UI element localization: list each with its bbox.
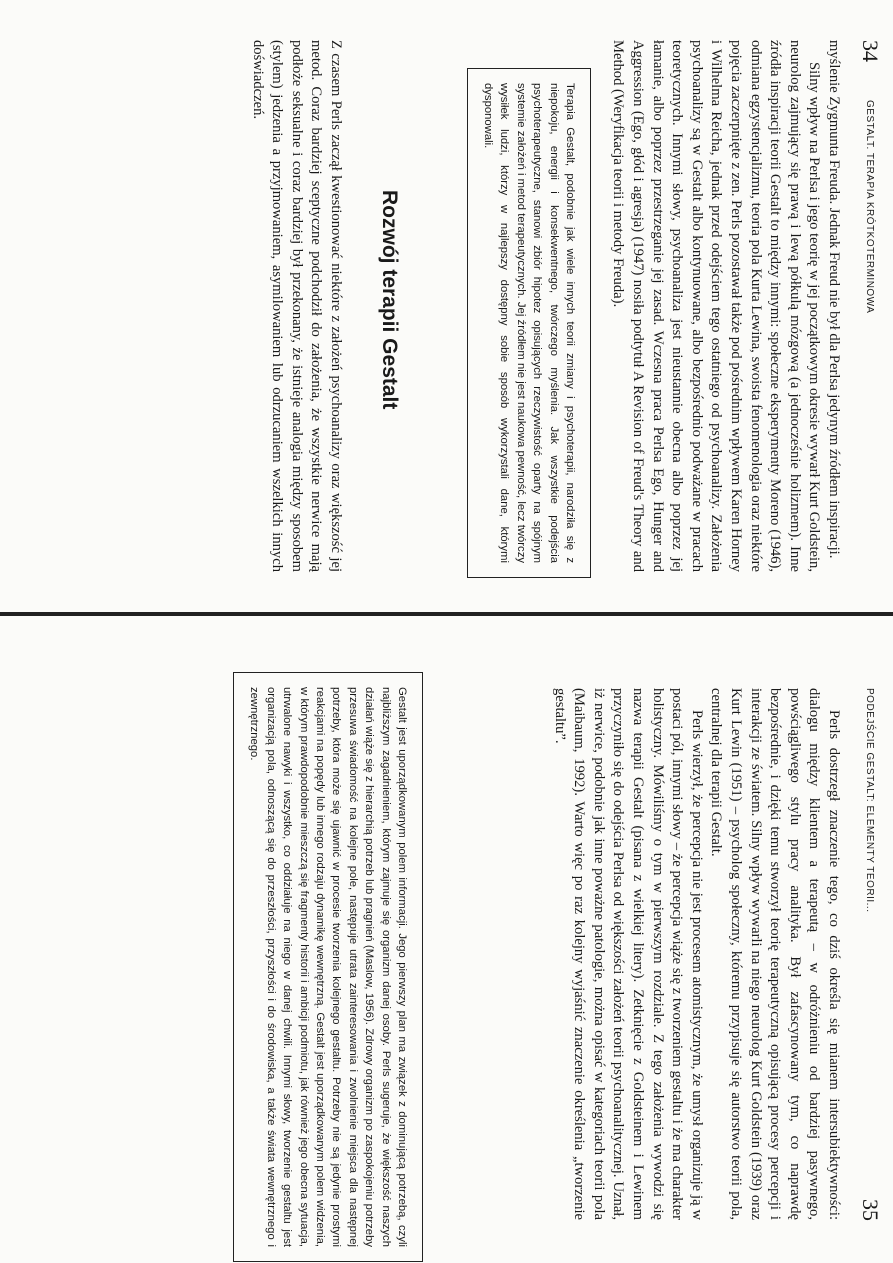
paragraph: Z czasem Perls zaczął kwestionować niektóre z założeń psychoanalizy oraz większość jej metod. Coraz bardziej sceptyczne podchodził do założenia, że wszystkie nerwice mają podłoże seksualne i coraz bardziej był przekonany, że istnieje analogia między sposobem (stylem) jedzenia a przyjmowaniem, asymilowaniem lub odrzucaniem wszelkich innych doświadczeń. [249,40,344,572]
page-number: 34 [858,40,883,62]
running-head: PODEJŚCIE GESTALT: ELEMENTY TEORII... [864,688,875,913]
box-text: Gestalt jest uporządkowanym polem informacji. Jego pierwszy plan ma związek z dominującą potrzebą, czyli najbliższym zagadnieniem, którym zajmuje się organizm danej osoby. Perls sugeruje, że większość naszych działań wiąże się z hierarchią potrzeb lub pragnień (Maslow, 1956). Zdrowy organizm po zaspokojeniu potrzeby przesuwa świadomość na kolejne pole, następuje utrata zainteresowania i zwolnienie miejsca dla następnej potrzeby, która może się ujawnić w procesie tworzenia kolejnego gestaltu. Potrzeby nie są jedynie prostymi reakcjami na popędy lub innego rodzaju dynamikę wewnętrzną. Gestalt jest uporządkowanym polem widzenia, w którym prawdopodobnie mieszczą się fragmenty historii i ambicji podmiotu, jak również jego obecna sytuacja, utrwalone nawyki i wszystko, co oddziałuje na niego w danej chwili. Innymi słowy, tworzenie gestaltu jest organizacją pola, odnoszącą się do przeszłości, przyszłości i do środowiska, a także świata wewnętrznego i zewnętrznego. [248,687,408,1247]
body-text [608,40,843,572]
paragraph: Silny wpływ na Perlsa i jego teorię w jej początkowym okresie wywarł Kurt Goldstein, neurolog zajmujący się prawą i lewą półkulą mózgową (a jednocześnie holizmem). Inne źródła inspiracji teorii Gestalt to między innymi: społeczne eksperymenty Moreno (1946), odmiana egzystencjalizmu, teoria pola Kurta Lewina, swoista fenomenologia oraz niektóre pojęcia zaczerpnięte z zen. Perls pozostawał także pod pośrednim wpływem Karen Horney i Wilhelma Reicha, jednak przed odejściem tego ostatniego od psychoanalizy. Założenia psychoanalizy są w Gestalt albo kontynuowane, albo bezpośrednio podważane w pracach teoretycznych. Innymi słowy, psychoanaliza jest nieustannie obecna albo poprzez jej łamanie, albo poprzez przestrzeganie jej zasad. Wczesna praca Perlsa Ego, Hunger and Aggression (Ego, głód i agresja) (1947) nosiła podtytuł A Revision of Freud's Theory and Method (Weryfikacja teorii i metody Freuda). [610,40,823,572]
paragraph: myślenie Zygmunta Freuda. Jednak Freud nie był dla Perlsa jedynym źródłem inspiracji. [826,40,842,559]
page-number: 35 [858,1199,883,1221]
right-page [0,616,893,1263]
section-body [247,40,345,572]
info-box [233,672,423,1262]
box-text: Terapia Gestalt, podobnie jak wiele innych teorii zmiany i psychoterapii, narodziła się z niepokoju, energii i konsekwentnego, twórczego myślenia. Jak wszystkie podejścia psychoterapeutyczne, stanowi zbiór hipotez opisujących rzeczywistość oparty na spójnym systemie założeń i metod terapeutycznych. Jej źródłem nie jest naukowa pewność, lecz twórczy wysiłek ludzi, którzy w najlepszy dostępny sobie sposób wykorzystali dane, którymi dysponowali. [481,83,576,563]
paragraph: Perls wierzył, że percepcja nie jest procesem atomistycznym, że umysł organizuje ją w postaci pól, innymi słowy – że percepcja wiąże się z tworzeniem gestaltu i że ma charakter holistyczny. Mówiliśmy o tym w pierwszym rozdziale. Z tego założenia wywodzi się nazwa terapii Gestalt (pisana z wielkiej litery). Zetknięcie z Goldsteinem i Lewinem przyczyniło się do odejścia Perlsa od większości założeń teorii psychoanalitycznej. Uznał, iż nerwice, podobnie jak inne poważne patologie, można opisać w kategoriach teorii pola (Maibaum, 1992). Warto więc po raz kolejny wyjaśnić znaczenie określenia „tworzenie gestaltu”. [551,688,705,1220]
body-text [549,688,843,1220]
paragraph: Perls dostrzegł znaczenie tego, co dziś określa się mianem intersubiektywności: dialogu między klientem a terapeutą – w odróżnieniu od bardziej pasywnego, powściągliwego stylu pracy analityka. Był zafascynowany tym, co naprawdę bezpośrednie, i dzięki temu stworzył teorię terapeutyczną opisującą procesy percepcji i interakcji ze światem. Silny wpływ wywarli na niego neurolog Kurt Goldstein (1939) oraz Kurt Lewin (1951) – psycholog społeczny, któremu przypisuje się autorstwo teorii pola, centralnej dla terapii Gestalt. [708,688,842,1220]
left-page [0,0,893,612]
info-box [467,68,591,578]
running-head: GESTALT. TERAPIA KRÓTKOTERMINOWA [864,100,875,314]
section-title: Rozwój terapii Gestalt [378,190,401,410]
